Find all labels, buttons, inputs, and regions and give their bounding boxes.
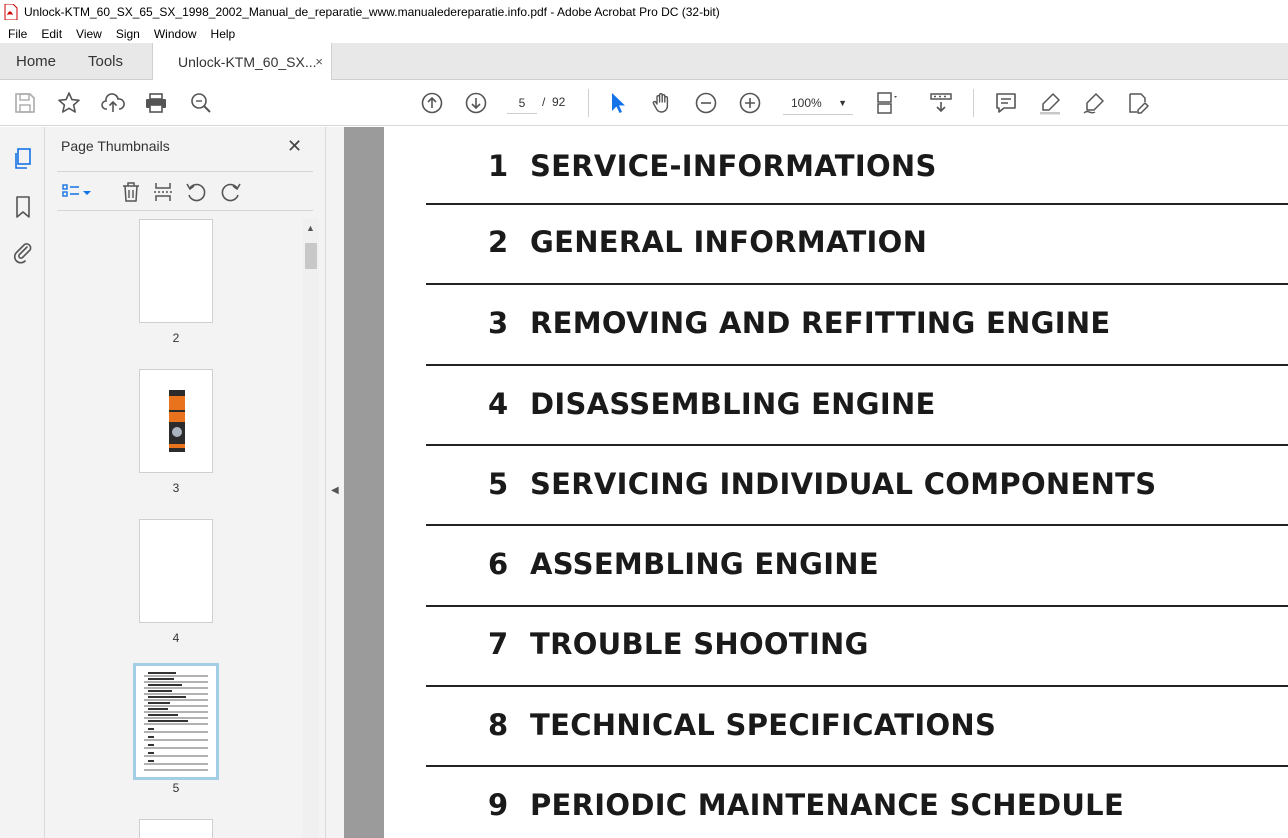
toolbar-divider [588, 89, 589, 117]
menu-bar [0, 24, 1288, 43]
scroll-up-icon[interactable]: ▲ [306, 223, 315, 233]
document-viewport[interactable] [344, 127, 1288, 838]
toc-number: 5 [488, 467, 509, 501]
thumbnail-toolbar [57, 171, 313, 211]
highlight-pen-icon[interactable] [1038, 91, 1062, 115]
save-icon[interactable] [13, 91, 37, 115]
page-separator: / [542, 95, 546, 109]
toc-title: TROUBLE SHOOTING [530, 627, 869, 661]
cloud-upload-icon[interactable] [101, 91, 125, 115]
toc-number: 6 [488, 547, 509, 581]
panel-title: Page Thumbnails [61, 138, 170, 154]
collapse-left-icon[interactable]: ◀ [331, 485, 339, 496]
page-thumbnails-panel [45, 127, 325, 838]
thumbnail-page-label: 4 [172, 631, 180, 645]
toc-divider [426, 524, 1288, 526]
sign-pen-icon[interactable] [1082, 91, 1106, 115]
toc-divider [426, 283, 1288, 285]
next-page-icon[interactable] [464, 91, 488, 115]
menu-help[interactable]: Help [210, 26, 236, 41]
chevron-down-icon[interactable] [81, 180, 93, 204]
toc-divider [426, 765, 1288, 767]
pdf-page [384, 127, 1288, 838]
tab-tools[interactable]: Tools [88, 53, 124, 70]
toc-title: SERVICE-INFORMATIONS [530, 149, 937, 183]
attachment-icon[interactable] [11, 240, 35, 264]
toc-divider [426, 605, 1288, 607]
toc-title: PERIODIC MAINTENANCE SCHEDULE [530, 788, 1125, 822]
select-cursor-icon[interactable] [606, 91, 630, 115]
page-thumbnail[interactable] [139, 819, 213, 838]
print-icon[interactable] [144, 91, 168, 115]
scrollbar-thumb[interactable] [305, 243, 317, 269]
menu-edit[interactable]: Edit [41, 26, 63, 41]
menu-window[interactable]: Window [153, 26, 197, 41]
page-fit-icon[interactable] [874, 91, 898, 115]
page-thumbnail[interactable] [139, 219, 213, 323]
zoom-out-icon[interactable] [694, 91, 718, 115]
previous-page-icon[interactable] [420, 91, 444, 115]
chevron-down-icon: ▼ [838, 98, 847, 108]
zoom-level-value: 100% [791, 96, 822, 110]
thumbnail-page-label: 2 [172, 331, 180, 345]
rotate-left-icon[interactable] [184, 180, 208, 204]
left-rail [0, 127, 45, 838]
edit-pdf-icon[interactable] [1126, 91, 1150, 115]
toolbar-divider [973, 89, 974, 117]
page-number-input[interactable] [507, 92, 537, 114]
panel-collapse-handle[interactable] [325, 127, 344, 838]
tab-document[interactable] [152, 43, 332, 81]
thumbnail-scrollbar[interactable] [303, 219, 319, 838]
toc-divider [426, 364, 1288, 366]
toc-number: 7 [488, 627, 509, 661]
page-total: 92 [552, 95, 566, 109]
toc-title: REMOVING AND REFITTING ENGINE [530, 306, 1111, 340]
menu-sign[interactable]: Sign [115, 26, 140, 41]
close-icon[interactable]: ✕ [287, 136, 303, 156]
toc-number: 2 [488, 225, 509, 259]
toc-number: 9 [488, 788, 509, 822]
extract-page-icon[interactable] [151, 180, 175, 204]
toc-divider [426, 203, 1288, 205]
toc-title: TECHNICAL SPECIFICATIONS [530, 708, 997, 742]
scroll-mode-icon[interactable] [929, 91, 953, 115]
toc-divider [426, 444, 1288, 446]
tab-home[interactable]: Home [16, 53, 57, 70]
toc-divider [426, 685, 1288, 687]
zoom-in-icon[interactable] [738, 91, 762, 115]
menu-file[interactable]: File [8, 26, 28, 41]
pdf-file-icon [4, 4, 18, 20]
toc-title: DISASSEMBLING ENGINE [530, 387, 936, 421]
toc-title: ASSEMBLING ENGINE [530, 547, 879, 581]
toc-title: GENERAL INFORMATION [530, 225, 928, 259]
toc-number: 1 [488, 149, 509, 183]
page-thumbnail[interactable] [139, 369, 213, 473]
tab-bar [0, 43, 1288, 80]
comment-icon[interactable] [994, 91, 1018, 115]
toc-miniature [136, 666, 216, 777]
page-thumbnail-selected[interactable] [133, 663, 219, 780]
hand-tool-icon[interactable] [650, 91, 674, 115]
cover-image [169, 390, 185, 452]
star-icon[interactable] [57, 91, 81, 115]
thumbnail-page-label: 5 [172, 781, 180, 795]
bookmark-icon[interactable] [11, 195, 35, 219]
rotate-right-icon[interactable] [219, 180, 243, 204]
title-bar [0, 0, 1288, 24]
zoom-level-dropdown[interactable] [783, 92, 853, 115]
toc-number: 3 [488, 306, 509, 340]
toc-number: 8 [488, 708, 509, 742]
window-title: Unlock-KTM_60_SX_65_SX_1998_2002_Manual_de_reparatie_www.manualedereparatie.info.pdf - Adobe Acrobat Pro DC (32-bit) [24, 5, 720, 19]
menu-view[interactable]: View [76, 26, 102, 41]
page-thumbnail[interactable] [139, 519, 213, 623]
page-thumbnails-icon[interactable] [11, 147, 35, 171]
zoom-search-icon[interactable] [189, 91, 213, 115]
tab-document-label: Unlock-KTM_60_SX... [178, 54, 317, 70]
thumbnail-page-label: 3 [172, 481, 180, 495]
toc-title: SERVICING INDIVIDUAL COMPONENTS [530, 467, 1157, 501]
tab-close-icon[interactable]: × [315, 54, 323, 69]
toc-number: 4 [488, 387, 509, 421]
delete-page-icon[interactable] [119, 180, 143, 204]
